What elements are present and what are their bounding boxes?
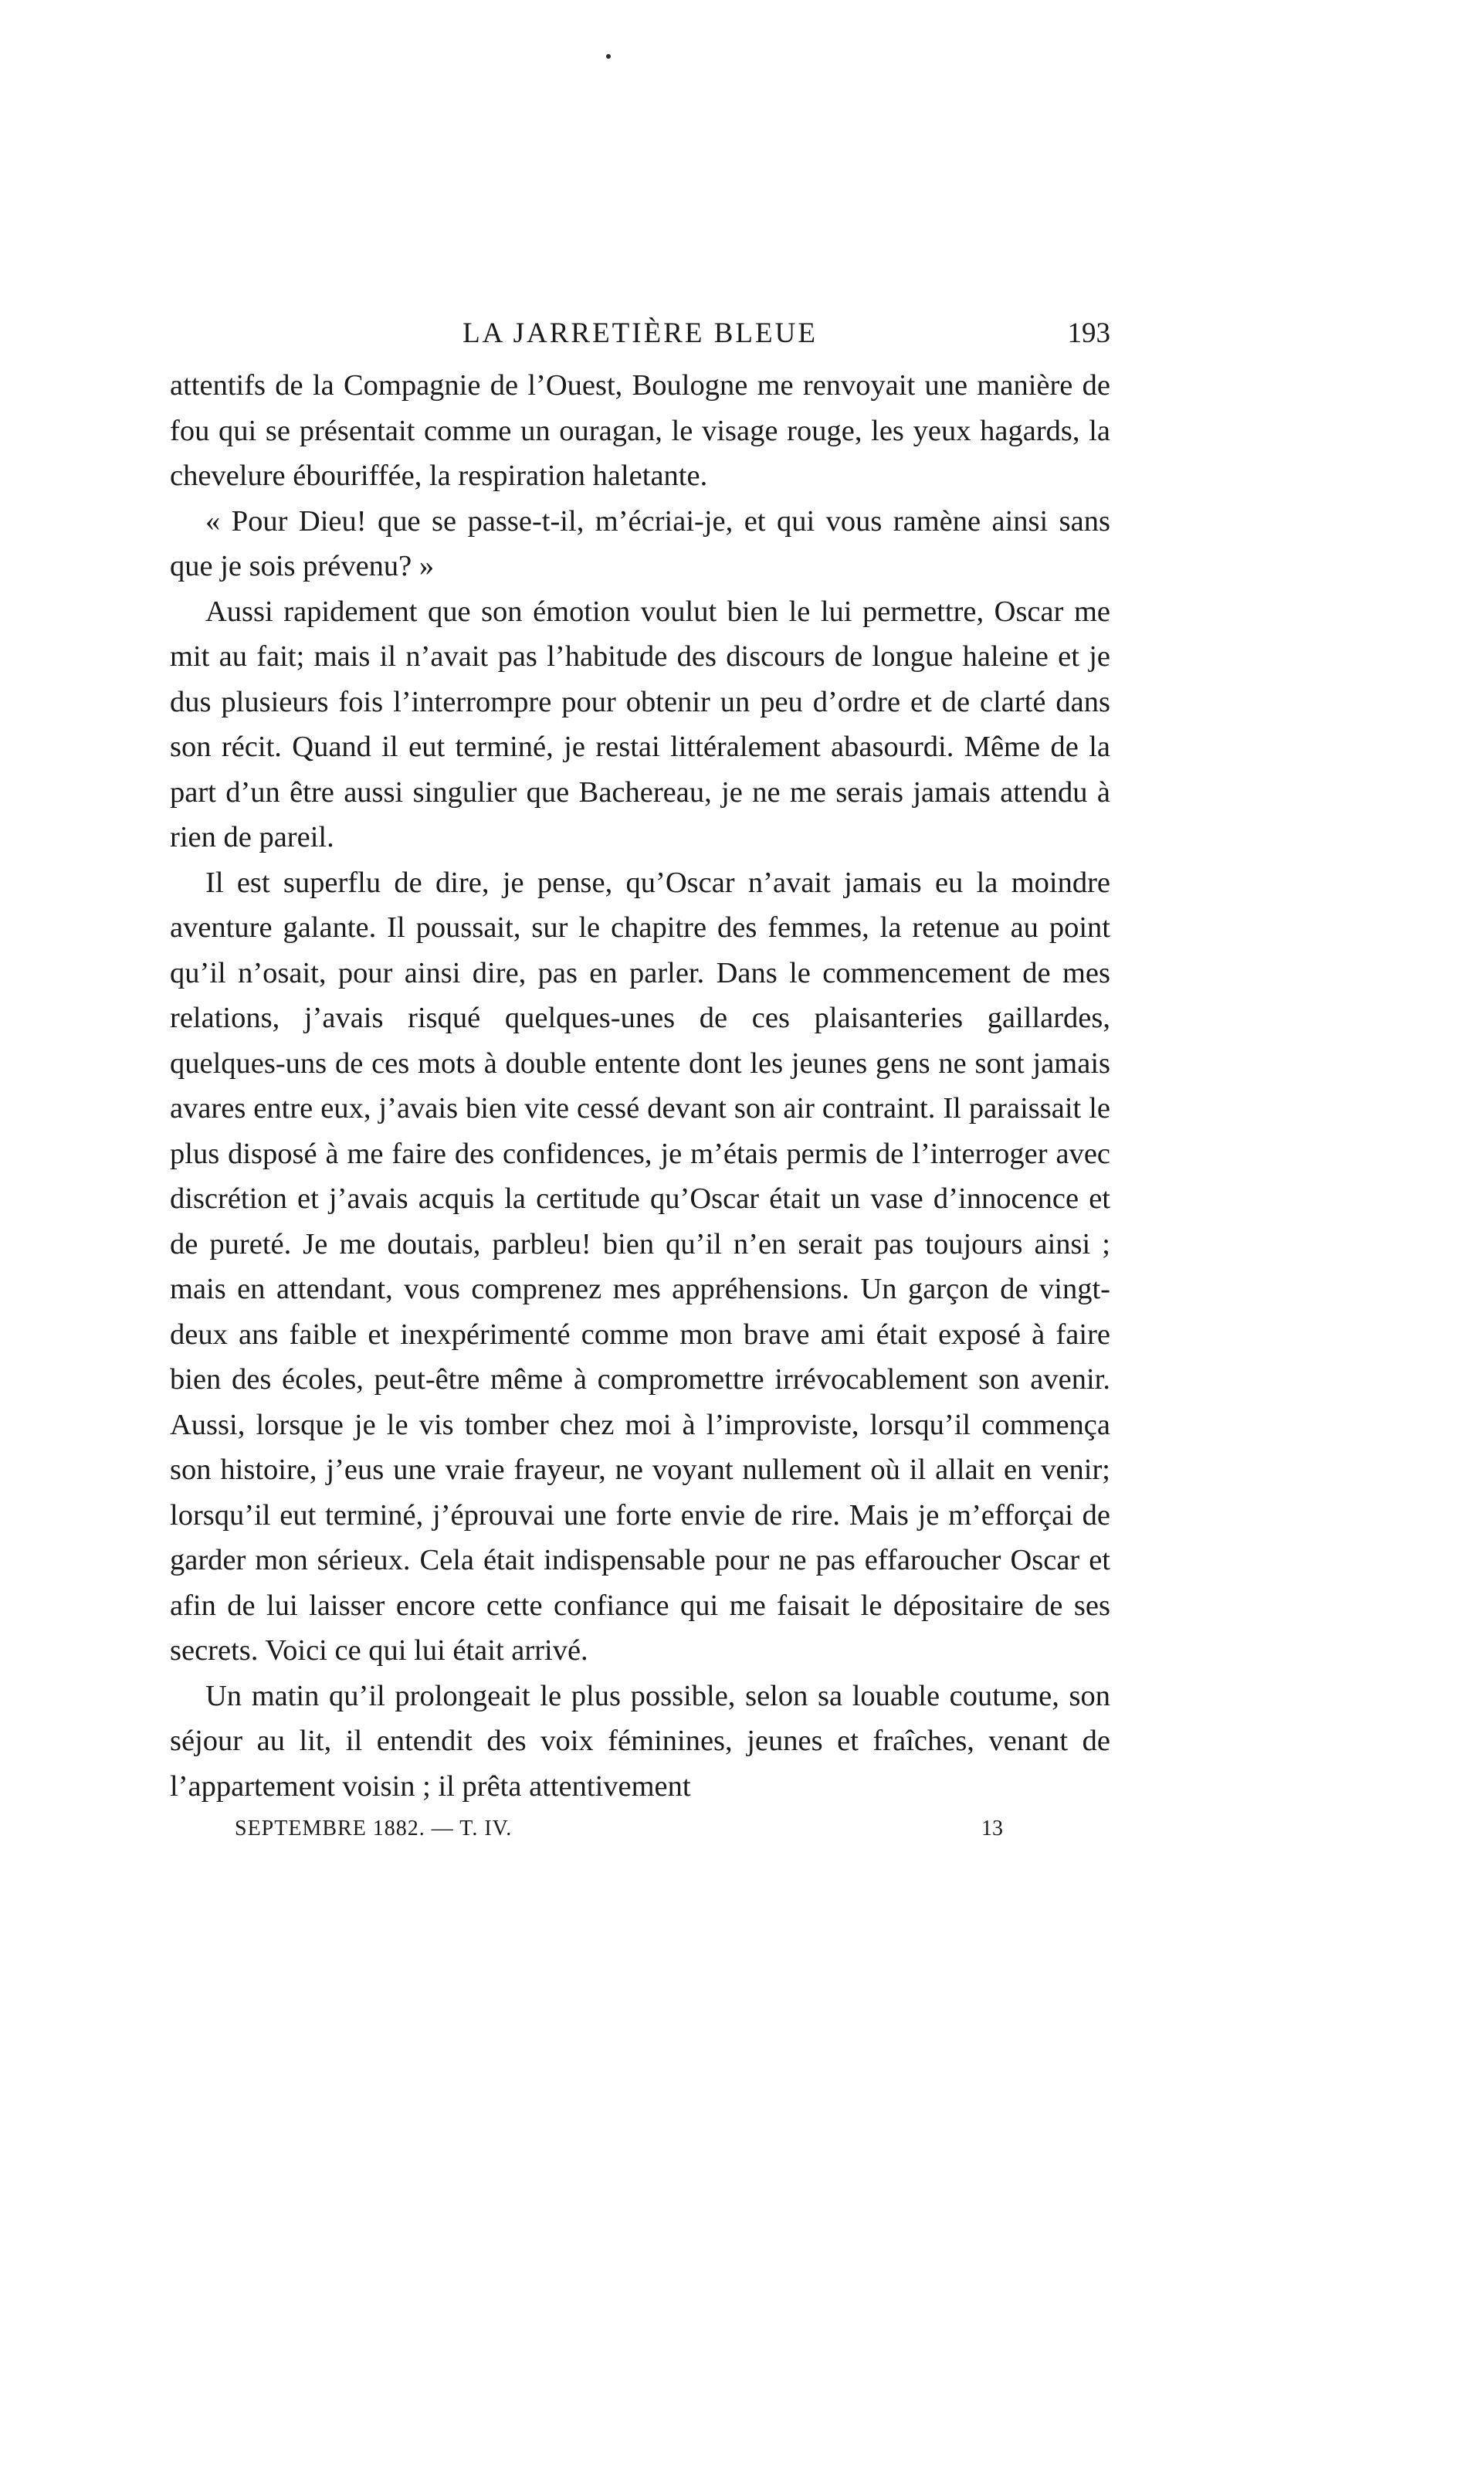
- running-head: [170, 317, 1110, 363]
- book-page: [170, 317, 1110, 1860]
- running-title: LA JARRETIÈRE BLEUE: [462, 317, 818, 349]
- page-number: 193: [1067, 317, 1110, 349]
- paragraph: attentifs de la Compagnie de l’Ouest, Boulogne me renvoyait une manière de fou qui se présentait comme un ouragan, le visage rouge, les yeux hagards, la chevelure ébouriffée, la respiration haletante.: [170, 369, 1110, 492]
- signature-number: 13: [981, 1817, 1003, 1840]
- paragraph: « Pour Dieu! que se passe-t-il, m’écriai-je, et qui vous ramène ainsi sans que je sois prévenu? »: [170, 504, 1110, 582]
- printer-signature: SEPTEMBRE 1882. — T. IV.: [235, 1817, 513, 1840]
- paragraph: Il est superflu de dire, je pense, qu’Oscar n’avait jamais eu la moindre aventure galante. Il poussait, sur le chapitre des femmes, la retenue au point qu’il n’osait, pour ainsi dire, pas en parler. Dans le commencement de mes relations, j’avais risqué quelques-unes de ces plaisanteries gaillardes, quelques-uns de ces mots à double entente dont les jeunes gens ne sont jamais avares entre eux, j’avais bien vite cessé devant son air contraint. Il paraissait le plus disposé à me faire des confidences, je m’étais permis de l’interroger avec discrétion et j’avais acquis la certitude qu’Oscar était un vase d’innocence et de pureté. Je me doutais, parbleu! bien qu’il n’en serait pas toujours ainsi ; mais en attendant, vous comprenez mes appréhensions. Un garçon de vingt-deux ans faible et inexpérimenté comme mon brave ami était exposé à faire bien des écoles, peut-être même à compromettre irrévocablement son avenir. Aussi, lorsque je le vis tomber chez moi à l’improviste, lorsqu’il commença son histoire, j’eus une vraie frayeur, ne voyant nullement où il allait en venir; lorsqu’il eut terminé, j’éprouvai une forte envie de rire. Mais je m’efforçai de garder mon sérieux. Cela était indispensable pour ne pas effaroucher Oscar et afin de lui laisser encore cette confiance qui me faisait le dépositaire de ses secrets. Voici ce qui lui était arrivé.: [170, 866, 1110, 1667]
- paragraph: Aussi rapidement que son émotion voulut bien le lui permettre, Oscar me mit au fait; mais il n’avait pas l’habitude des discours de longue haleine et je dus plusieurs fois l’interrompre pour obtenir un peu d’ordre et de clarté dans son récit. Quand il eut terminé, je restai littéralement abasourdi. Même de la part d’un être aussi singulier que Bachereau, je ne me serais jamais attendu à rien de pareil.: [170, 595, 1110, 853]
- page-footer: [170, 1817, 1110, 1860]
- body-text: [170, 363, 1110, 1809]
- paragraph: Un matin qu’il prolongeait le plus possible, selon sa louable coutume, son séjour au lit, il entendit des voix féminines, jeunes et fraîches, venant de l’appartement voisin ; il prêta attentivement: [170, 1679, 1110, 1803]
- ink-speck: [606, 54, 611, 59]
